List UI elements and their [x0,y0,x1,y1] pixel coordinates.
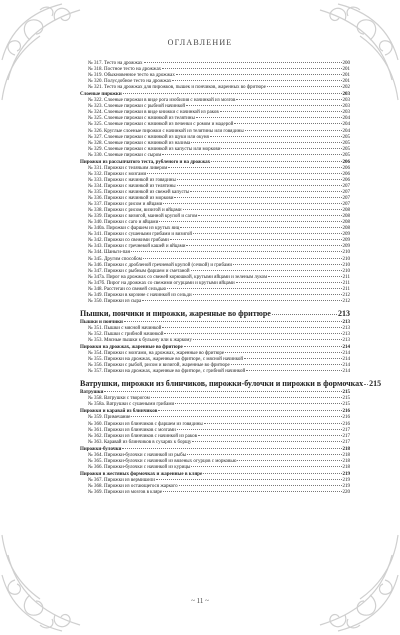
toc-entry-page: 207 [342,202,350,208]
toc-entry-page: 214 [342,369,350,375]
dot-leader [143,258,342,259]
toc-entry-title: № 358. Ватрушки с творогом [88,396,150,402]
toc-entry-title: № 333. Пирожки с начинкой из говядины [88,177,176,183]
dot-leader [162,154,341,155]
toc-entry-title: № 325. Слоеные пирожки с начинкой из телятины [88,116,195,122]
toc-entry-page: 200 [342,61,350,66]
dot-leader [192,441,341,442]
toc-entry-title: Ватрушки [80,390,104,396]
toc-entry-page: 219 [342,484,350,489]
toc-entry-page: 205 [342,140,350,146]
dot-leader [211,161,341,162]
dot-leader [176,74,342,75]
dot-leader [191,466,341,467]
toc-entry-title: № 359. Примечание [88,415,131,421]
dot-leader [203,473,341,474]
toc-entry-title: № 354. Пирожки с мозгами, на дрожжах, жаренные во фритюре [88,351,225,357]
dot-leader [177,429,342,430]
toc-entry-page: 211 [342,274,350,280]
toc-entry-title: № 350. Пирожки из сыра [88,298,142,304]
toc-entry-page: 210 [342,250,350,256]
toc-entry-title: Пирожки и каравай из блинчиков [80,409,158,415]
dot-leader [147,173,341,174]
toc-entry-title: № 368. Пирожки из остающегося жаркого [88,484,178,489]
dot-leader [151,397,342,398]
dot-leader [186,245,341,246]
toc-entry-title: № 317. Тесто на дрожжах [88,61,143,66]
toc-entry-page: 219 [342,471,350,477]
toc-entry-title: № 357. Пирожки на дрожжах, жаренные во фритюре, с грибной начинкой [88,369,246,375]
dot-leader [177,185,342,186]
toc-entry-title: № 321. Тесто на дрожжах для пирожков, пышек и пончиков, жаренных во фритюре [88,85,266,91]
toc-entry-title: № 349. Пирожки в корзине с начинкой из сельди [88,292,192,298]
toc-entry-title: № 346. Пирожки с дробленой гречневой крупой (сечкой) и грибами [88,262,233,268]
dot-leader [191,270,342,271]
dot-leader [231,364,342,365]
toc-entry-title: № 365. Пирожки-булочки с начинкой из вяленых огурцов с морковью [88,458,237,464]
toc-entry-title: № 341. Пирожки с сушеными грибами и визигой [88,232,193,238]
toc-entry-page: 208 [342,220,350,226]
toc-entry-title: № 320. Полусдобное тесто на дрожжах [88,79,172,85]
toc-entry-title: № 342. Пирожки со свежими грибами [88,238,169,244]
dot-leader [198,215,341,216]
toc-entry-title: № 356. Пирожки с рыбой, рисом и визигой, жаренные во фритюре [88,363,230,369]
dot-leader [158,410,341,411]
toc-entry-page: 208 [342,214,350,220]
toc-entry-page: 204 [342,122,350,128]
toc-entry-title: № 330. Слоеные пирожки с сыром [88,152,162,158]
dot-leader [167,288,342,289]
toc-entry[interactable] [80,153,350,159]
toc-entry-page: 214 [342,345,350,351]
toc-entry-title: № 358а. Ватрушки с сушеными грибами [88,402,175,408]
toc-entry-page: 218 [342,452,350,458]
toc-entry-title: № 347а. Пирог на дрожжах со свежей корюшкой, крутыми яйцами и зеленым луком [88,274,268,280]
toc-entry-page: 219 [342,477,350,483]
dot-leader [190,191,341,192]
toc-entry-page: 203 [342,92,350,98]
dot-leader [234,123,341,124]
dot-leader [123,93,342,94]
dot-leader [268,276,342,277]
toc-entry-page: 202 [342,85,350,91]
toc-entry-page: 201 [342,73,350,79]
toc-entry-title: № 322. Слоеные пирожки в виде рога изобилия с начинкой из мозгов [88,98,236,104]
toc-entry-title: № 328. Слоеные пирожки с начинкой из налима [88,140,191,146]
toc-entry[interactable] [80,299,350,305]
toc-entry[interactable] [80,402,350,408]
toc-entry-page: 218 [342,458,350,464]
toc-entry-title: Пирожки из рассыпчатого теста, рубленого и на дрожжах [80,159,211,165]
page-number: ~ 11 ~ [191,597,209,605]
toc-entry-title: № 351. Пышки с мясной начинкой [88,325,162,331]
toc-entry-page: 210 [342,256,350,262]
dot-leader [170,239,342,240]
toc-entry-page: 208 [342,208,350,214]
dot-leader [221,148,341,149]
toc-entry-title: № 332. Пирожки с мозгами [88,171,147,177]
toc-entry-page: 210 [342,268,350,274]
toc-entry-page: 203 [342,110,350,116]
toc-entry-page: 216 [342,409,350,415]
toc-entry-title: № 327. Слоеные пирожки с начинкой из щуки или окуня [88,134,209,140]
dot-leader [184,346,342,347]
toc-entry-title: № 369. Пирожки из мозгов в кляре [88,490,163,496]
toc-entry-title: № 347. Пирожки с рыбным фаршем и сметаной [88,268,190,274]
toc-entry-page: 201 [342,79,350,85]
toc-entry-title: Пышки и пончики [80,319,123,325]
toc-entry[interactable] [80,465,350,471]
dot-leader [131,416,341,417]
toc-entry-title: № 319. Обыкновенное тесто на дрожжах [88,73,175,79]
toc-entry-page: 215 [342,396,350,402]
dot-leader [104,391,341,392]
dot-leader [267,86,342,87]
dot-leader [225,352,341,353]
dot-leader [163,203,341,204]
toc-entry-title: № 338. Пирожки с рисом, визигой и яйцами [88,208,182,214]
dot-leader [236,282,342,283]
toc-entry-page: 213 [342,319,350,325]
toc-entry-page: 211 [342,286,350,292]
dot-leader [177,179,342,180]
toc-entry-page: 210 [342,262,350,268]
dot-leader [164,333,341,334]
dot-leader [236,99,341,100]
dot-leader [162,327,341,328]
dot-leader [198,435,342,436]
toc-entry-page: 207 [342,189,350,195]
toc-entry-page: 216 [342,415,350,421]
dot-leader [175,403,341,404]
toc-entry-page: 206 [342,177,350,183]
corner-ornament-bottom-right [290,525,400,635]
toc-entry[interactable] [80,490,350,496]
dot-leader [179,485,342,486]
toc-entry[interactable] [80,440,350,446]
toc-entry-page: 209 [342,244,350,250]
toc-entry-title: № 366. Пирожки-булочки с начинкой из курицы [88,464,191,470]
toc-entry-page: 203 [342,104,350,110]
toc-entry-title: Пирожки-булочки [80,446,122,452]
dot-leader [159,221,341,222]
dot-leader [246,370,341,371]
toc-entry-title: № 367. Пирожки из вермишели [88,477,155,483]
dot-leader [163,491,341,492]
toc-entry-page: 215 [342,402,350,408]
toc-entry-page: 218 [342,446,350,452]
toc-entry-title: № 334. Пирожки с начинкой из телятины [88,183,176,189]
dot-leader [186,105,341,106]
corner-ornament-bottom-left [0,525,110,635]
dot-leader [172,80,341,81]
toc-entry-title: № 318. Постное тесто на дрожжах [88,67,162,73]
toc-entry-title: Пышки, пончики и пирожки, жаренные во фритюре [80,308,271,318]
toc-entry-page: 214 [342,363,350,369]
dot-leader [168,167,341,168]
dot-leader [272,314,337,315]
toc-entry-page: 214 [342,357,350,363]
toc-entry-title: № 336. Пирожки с начинкой из моркови [88,196,174,202]
toc-entry-page: 209 [342,238,350,244]
dot-leader [124,321,342,322]
toc-entry-title: № 352. Пышки с грибной начинкой [88,331,164,337]
toc-chapter-heading[interactable] [80,308,350,319]
toc-entry-page: 220 [342,490,350,496]
dot-leader [210,136,342,137]
toc-entry-page: 215 [369,379,382,389]
toc-entry-title: № 362. Пирожки из блинчиков с начинкой из раков [88,433,197,439]
toc-entry-title: № 344. Шаньги-пан [88,250,131,256]
dot-leader [144,62,342,63]
dot-leader [191,142,341,143]
toc-entry-title: № 337. Пирожки с рисом и яйцами [88,202,163,208]
toc-entry-page: 217 [342,433,350,439]
dot-leader [193,233,341,234]
dot-leader [245,130,342,131]
toc-entry-page: 217 [342,427,350,433]
toc-entry[interactable] [80,369,350,375]
table-of-contents [80,61,382,496]
toc-entry-page: 215 [342,390,350,396]
toc-entry-title: № 331. Пирожки с телячьим ливером [88,165,168,171]
toc-entry-page: 205 [342,152,350,158]
toc-entry-title: № 339. Пирожки с визигой, манной крупой и сагом [88,214,198,220]
toc-entry-page: 214 [342,351,350,357]
toc-chapter-heading[interactable] [80,378,382,389]
page-title: ОГЛАВЛЕНИЕ [167,38,233,47]
toc-entry-title: № 361. Пирожки из блинчиков с мозгами [88,427,176,433]
toc-entry-title: № 347б. Пирог на дрожжах со свежими огурцами и крутыми яйцами [88,280,235,286]
dot-leader [364,384,368,385]
toc-entry-page: 209 [342,232,350,238]
toc-entry-title: № 340а. Пирожки с фаршем из крутых яиц [88,226,180,232]
toc-entry-title: № 355. Пирожки на дрожжах, жаренные во фритюре, с мясной начинкой [88,357,244,363]
dot-leader [237,460,341,461]
toc-entry-title: № 353. Мясные пышки к бульону или к жаркому [88,338,192,344]
dot-leader [142,300,341,301]
toc-entry-page: 217 [342,439,350,445]
dot-leader [220,111,342,112]
toc-entry-page: 204 [342,128,350,134]
toc-entry-title: № 363. Каравай из блинчиков в сухарях к борщу [88,439,192,445]
dot-leader [122,448,341,449]
dot-leader [187,454,341,455]
toc-entry-page: 212 [342,298,350,304]
toc-entry-title: № 360. Пирожки из блинчиков с фаршем из говядины [88,421,203,427]
toc-entry-page: 213 [338,308,350,318]
toc-entry[interactable] [80,338,350,344]
dot-leader [180,227,341,228]
dot-leader [156,479,342,480]
toc-entry-page: 206 [342,171,350,177]
toc-entry-page: 204 [342,116,350,122]
toc-entry-page: 205 [342,146,350,152]
toc-entry-title: Ватрушки, пирожки из блинчиков, пирожки-булочки и пирожки в формочках [80,379,364,389]
toc-entry-page: 211 [342,280,350,286]
toc-entry-title: № 364. Пирожки-булочки с начинкой из рыбы [88,452,187,458]
toc-entry-page: 208 [342,226,350,232]
toc-entry-title: № 348. Расстегаи со свежей сельдью [88,286,167,292]
toc-entry-title: № 326. Круглые слоеные пирожки с начинкой из телятины или говядины [88,128,244,134]
dot-leader [233,264,341,265]
dot-leader [131,251,341,252]
toc-entry-page: 201 [342,67,350,73]
toc-entry-page: 213 [342,325,350,331]
toc-entry-page: 207 [342,183,350,189]
toc-entry[interactable] [80,85,350,91]
toc-entry-title: № 329. Слоеные пирожки с начинкой из капусты или моркови [88,146,221,152]
dot-leader [174,197,341,198]
toc-entry-title: Слоеные пирожки [80,92,122,98]
toc-entry-title: № 340. Пирожки с саго и яйцами [88,220,159,226]
toc-entry-page: 206 [342,165,350,171]
toc-entry-page: 216 [342,421,350,427]
dot-leader [204,423,342,424]
toc-entry-title: Пирожки в жестяных формочках и жаренные в кляре [80,471,203,477]
dot-leader [196,117,342,118]
toc-entry-title: № 343. Пирожки с гречневой кашей и яйцами [88,244,186,250]
toc-entry-page: 206 [342,159,350,165]
dot-leader [183,209,342,210]
toc-entry-page: 207 [342,196,350,202]
toc-entry-title: № 323. Слоеные пирожки с рыбной начинкой [88,104,186,110]
toc-entry-page: 203 [342,98,350,104]
toc-entry-title: № 324. Слоеные пирожки в виде книжки с начинкой из раков [88,110,219,116]
toc-entry-page: 213 [342,338,350,344]
toc-entry-page: 218 [342,464,350,470]
toc-entry-title: № 335. Пирожки с начинкой из свежей капусты [88,189,190,195]
toc-entry-title: № 345. Другим способом [88,256,142,262]
toc-entry-page: 213 [342,331,350,337]
toc-entry-title: № 325. Слоеные пирожки с начинкой из печенки с ромом и мадерой [88,122,234,128]
toc-entry-title: Пирожки на дрожжах, жаренные во фритюре [80,345,183,351]
dot-leader [193,294,342,295]
dot-leader [162,68,341,69]
dot-leader [244,358,341,359]
dot-leader [193,339,342,340]
toc-entry-page: 212 [342,292,350,298]
toc-entry-page: 205 [342,134,350,140]
